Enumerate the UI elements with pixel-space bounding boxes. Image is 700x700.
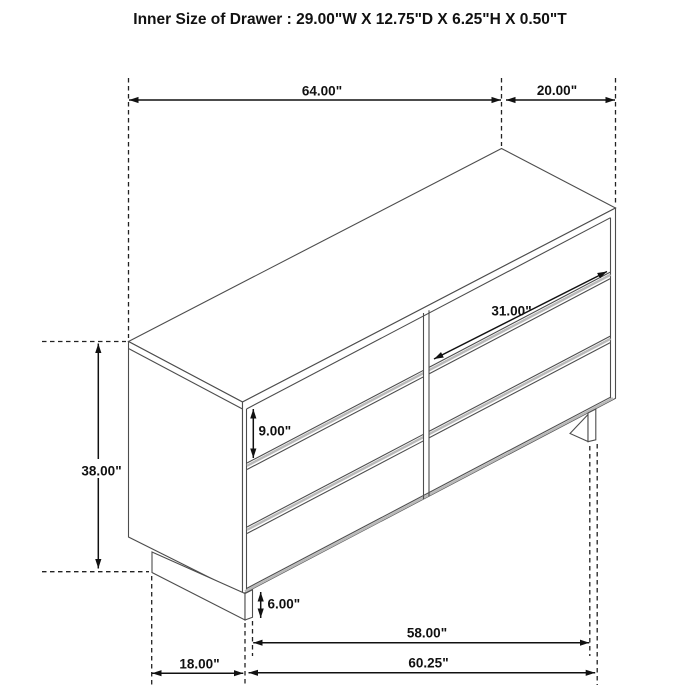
dim-label-base-inner-width: 58.00"	[406, 625, 448, 641]
dim-label-top-width: 64.00"	[301, 83, 343, 99]
dim-label-base-outer-width: 60.25"	[408, 655, 449, 671]
dim-label-drawer-width: 31.00"	[491, 303, 532, 319]
dim-label-base-side-depth: 18.00"	[179, 656, 220, 672]
dim-label-base-height: 6.00"	[267, 596, 301, 612]
diagram-title: Inner Size of Drawer : 29.00"W X 12.75"D X 6.25"H X 0.50"T	[133, 11, 567, 28]
dim-label-drawer-height: 9.00"	[258, 423, 292, 439]
dim-label-overall-height: 38.00"	[81, 463, 122, 479]
dim-label-top-depth: 20.00"	[536, 83, 578, 98]
